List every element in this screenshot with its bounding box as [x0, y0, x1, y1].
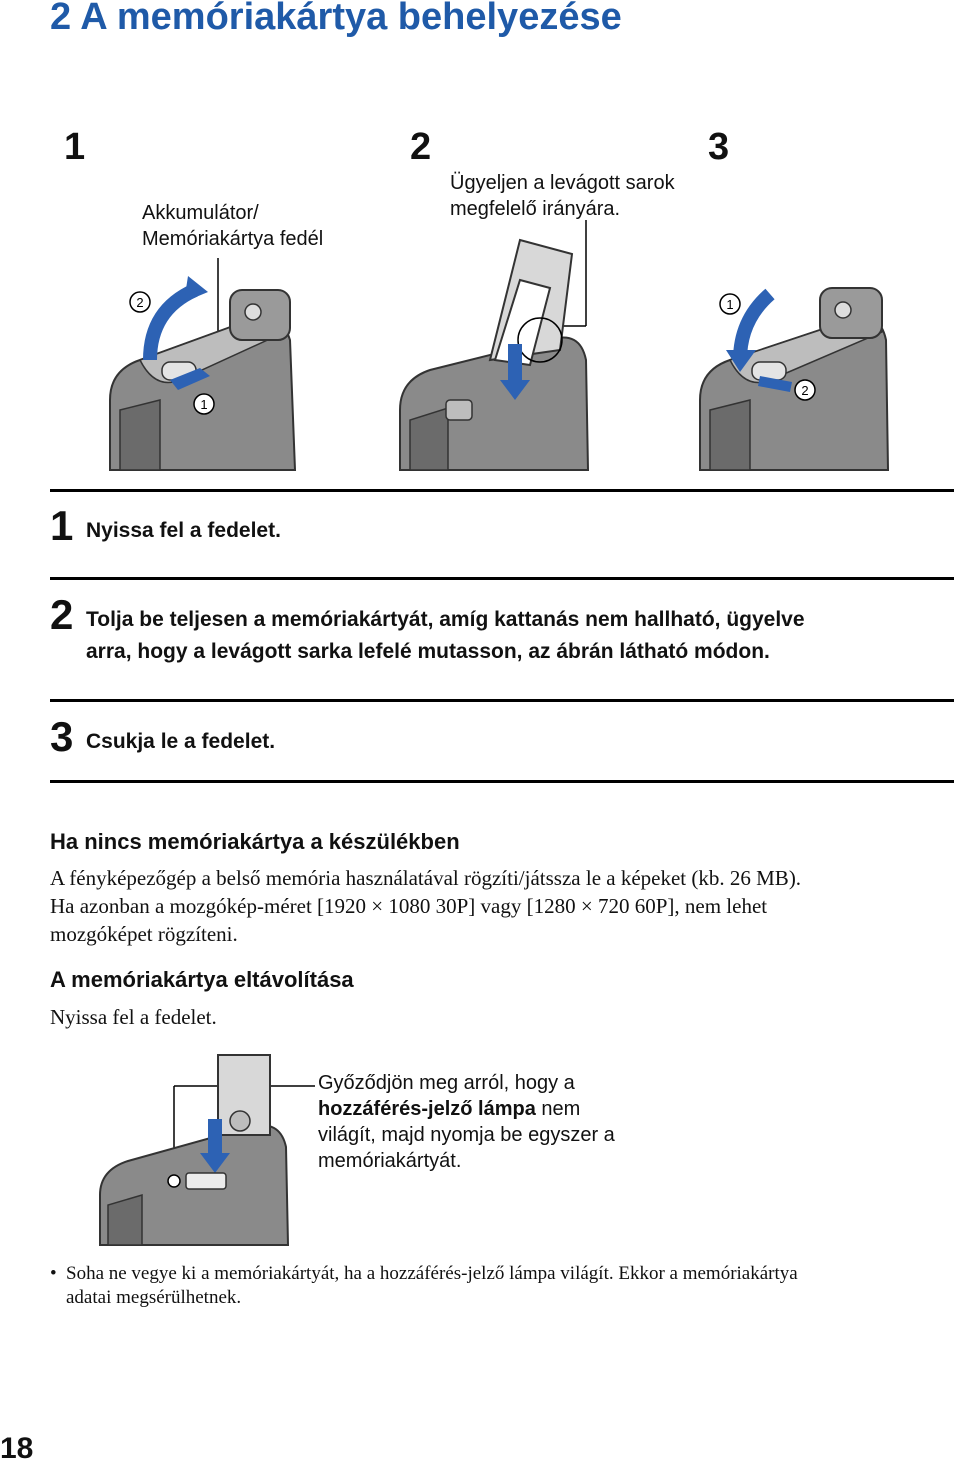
open-lid-illustration	[100, 250, 310, 470]
figure-3-label: 3	[708, 126, 730, 168]
divider	[50, 780, 954, 783]
step-3	[50, 714, 950, 760]
step-number: 1	[50, 502, 74, 549]
figure-1-caption-line: Memóriakártya fedél	[142, 228, 324, 250]
divider	[50, 699, 954, 702]
page-title: 2 A memóriakártya behelyezése	[50, 0, 622, 38]
page-number: 18	[0, 1432, 34, 1465]
figure-2-caption-line: megfelelő irányára.	[450, 198, 621, 220]
note-fragment: nem	[535, 1098, 581, 1120]
step-text: Nyissa fel a fedelet.	[86, 519, 281, 542]
note-line	[318, 1096, 678, 1122]
figure-2-caption-line: Ügyeljen a levágott sarok	[450, 172, 675, 194]
figure-2-label: 2	[410, 126, 432, 168]
note-line: Győződjön meg arról, hogy a	[318, 1072, 575, 1094]
divider	[50, 577, 954, 580]
warning-line: Soha ne vegye ki a memóriakártyát, ha a hozzáférés-jelző lámpa világít. Ekkor a memóriakártya	[66, 1263, 798, 1284]
insert-card-illustration	[400, 240, 600, 470]
remove-text: Nyissa fel a fedelet.	[50, 1005, 217, 1029]
remove-card-illustration	[100, 1055, 315, 1245]
figure-1-label: 1	[64, 126, 86, 168]
access-lamp-term: hozzáférés-jelző lámpa	[318, 1098, 536, 1120]
figure-1-caption	[142, 200, 323, 252]
figure-2-caption	[450, 170, 675, 222]
step-text	[86, 604, 805, 668]
step-number: 3	[50, 713, 74, 760]
warning-line: adatai megsérülhetnek.	[66, 1287, 242, 1308]
step-circle-2: 2	[136, 295, 144, 310]
body-line: mozgóképet rögzíteni.	[50, 922, 238, 946]
step-number: 2	[50, 591, 74, 638]
no-card-text	[50, 864, 940, 948]
no-card-heading: Ha nincs memóriakártya a készülékben	[50, 829, 460, 854]
step-2	[50, 592, 950, 672]
bullet-marker: •	[50, 1263, 57, 1284]
close-lid-illustration	[700, 280, 890, 470]
body-line: Ha azonban a mozgókép-méret [1920 × 1080 30P] vagy [1280 × 720 60P], nem lehet	[50, 894, 768, 918]
warning-bullet	[50, 1262, 950, 1310]
note-line: memóriakártyát.	[318, 1150, 462, 1172]
step-text-line: arra, hogy a levágott sarka lefelé mutasson, az ábrán látható módon.	[86, 640, 770, 663]
step-text-line: Tolja be teljesen a memóriakártyát, amíg kattanás nem hallható, ügyelve	[86, 608, 805, 631]
divider	[50, 489, 954, 492]
step-text: Csukja le a fedelet.	[86, 730, 276, 753]
remove-heading: A memóriakártya eltávolítása	[50, 967, 354, 992]
step-circle-2: 2	[801, 383, 809, 398]
step-1	[50, 503, 950, 549]
step-circle-1: 1	[726, 297, 734, 312]
step-circle-1: 1	[200, 397, 208, 412]
body-line: A fényképezőgép a belső memória használatával rögzíti/játssza le a képeket (kb. 26 MB).	[50, 866, 802, 890]
access-lamp-note	[318, 1070, 678, 1174]
figure-1-caption-line: Akkumulátor/	[142, 202, 259, 224]
note-line: világít, majd nyomja be egyszer a	[318, 1124, 615, 1146]
